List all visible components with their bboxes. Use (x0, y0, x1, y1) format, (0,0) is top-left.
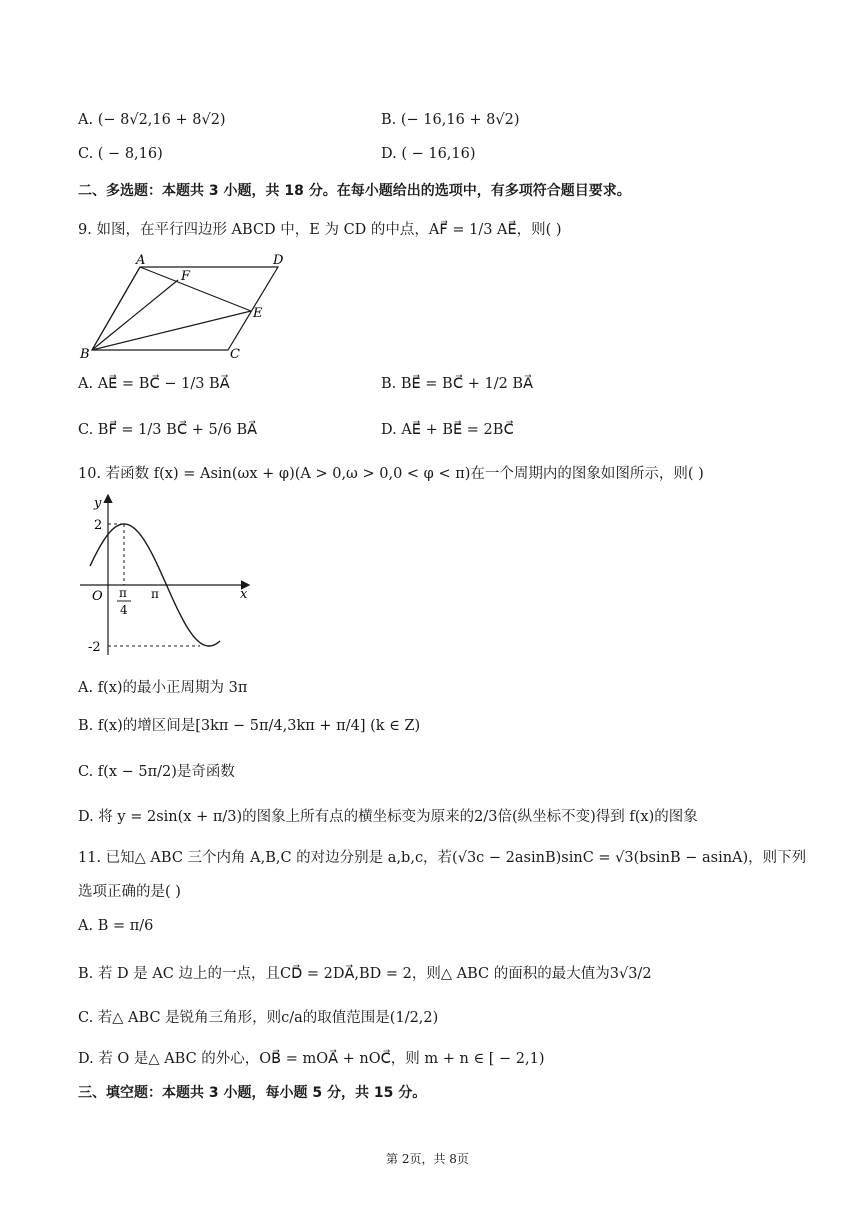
q10-option-b: B. f(x)的增区间是[3kπ − 5π/4,3kπ + π/4] (k ∈ Z) (78, 718, 421, 734)
q11-option-b: B. 若 D 是 AC 边上的一点，且CD⃗ = 2DA⃗,BD = 2，则△ ABC 的面积的最大值为3√3/2 (78, 966, 652, 982)
figure-label-d: D (273, 253, 284, 268)
graph-tick-pi: π (151, 587, 159, 601)
q11-option-a: A. B = π/6 (78, 918, 154, 934)
q9-stem: 9. 如图，在平行四边形 ABCD 中，E 为 CD 的中点，AF⃗ = 1/3 AE⃗，则( ) (78, 222, 562, 238)
figure-label-f: F (181, 269, 191, 284)
q9-option-a: A. AE⃗ = BC⃗ − 1/3 BA⃗ (78, 376, 230, 392)
q9-option-d: D. AE⃗ + BE⃗ = 2BC⃗ (381, 422, 514, 438)
sine-graph-figure (80, 490, 260, 660)
q10-option-d: D. 将 y = 2sin(x + π/3)的图象上所有点的横坐标变为原来的2/3倍(纵坐标不变)得到 f(x)的图象 (78, 809, 698, 825)
graph-x-label: x (240, 587, 248, 602)
graph-origin-label: O (92, 589, 103, 604)
page-footer: 第 2页，共 8页 (386, 1152, 469, 1166)
q10-option-c: C. f(x − 5π/2)是奇函数 (78, 764, 235, 780)
q8-option-a: A. (− 8√2,16 + 8√2) (78, 112, 226, 128)
q8-option-b: B. (− 16,16 + 8√2) (381, 112, 520, 128)
section-heading-fill-in: 三、填空题：本题共 3 小题，每小题 5 分，共 15 分。 (78, 1085, 427, 1101)
q9-option-c: C. BF⃗ = 1/3 BC⃗ + 5/6 BA⃗ (78, 422, 258, 438)
q11-option-d: D. 若 O 是△ ABC 的外心，OB⃗ = mOA⃗ + nOC⃗，则 m + n ∈ [ − 2,1) (78, 1051, 545, 1067)
figure-label-c: C (230, 347, 240, 362)
figure-label-e: E (253, 306, 263, 321)
graph-tick-pi-den: 4 (120, 603, 128, 617)
q11-stem-line1: 11. 已知△ ABC 三个内角 A,B,C 的对边分别是 a,b,c，若(√3c − 2asinB)sinC = √3(bsinB − asinA)，则下列 (78, 850, 807, 866)
graph-tick-neg2: -2 (88, 640, 101, 655)
graph-y-label: y (94, 496, 102, 511)
section-heading-multiple-choice: 二、多选题：本题共 3 小题，共 18 分。在每小题给出的选项中，有多项符合题目要求。 (78, 183, 631, 199)
q8-option-c: C. ( − 8,16) (78, 146, 163, 162)
figure-label-b: B (80, 347, 90, 362)
q11-stem-line2: 选项正确的是( ) (78, 884, 181, 900)
graph-tick-2: 2 (94, 518, 103, 533)
q9-option-b: B. BE⃗ = BC⃗ + 1/2 BA⃗ (381, 376, 533, 392)
q10-option-a: A. f(x)的最小正周期为 3π (78, 680, 248, 696)
parallelogram-figure (78, 250, 284, 362)
graph-tick-pi-num: π (119, 586, 127, 600)
figure-label-a: A (136, 253, 146, 268)
q10-stem: 10. 若函数 f(x) = Asin(ωx + φ)(A > 0,ω > 0,0 < φ < π)在一个周期内的图象如图所示，则( ) (78, 466, 704, 482)
q8-option-d: D. ( − 16,16) (381, 146, 476, 162)
q11-option-c: C. 若△ ABC 是锐角三角形，则c/a的取值范围是(1/2,2) (78, 1010, 439, 1026)
